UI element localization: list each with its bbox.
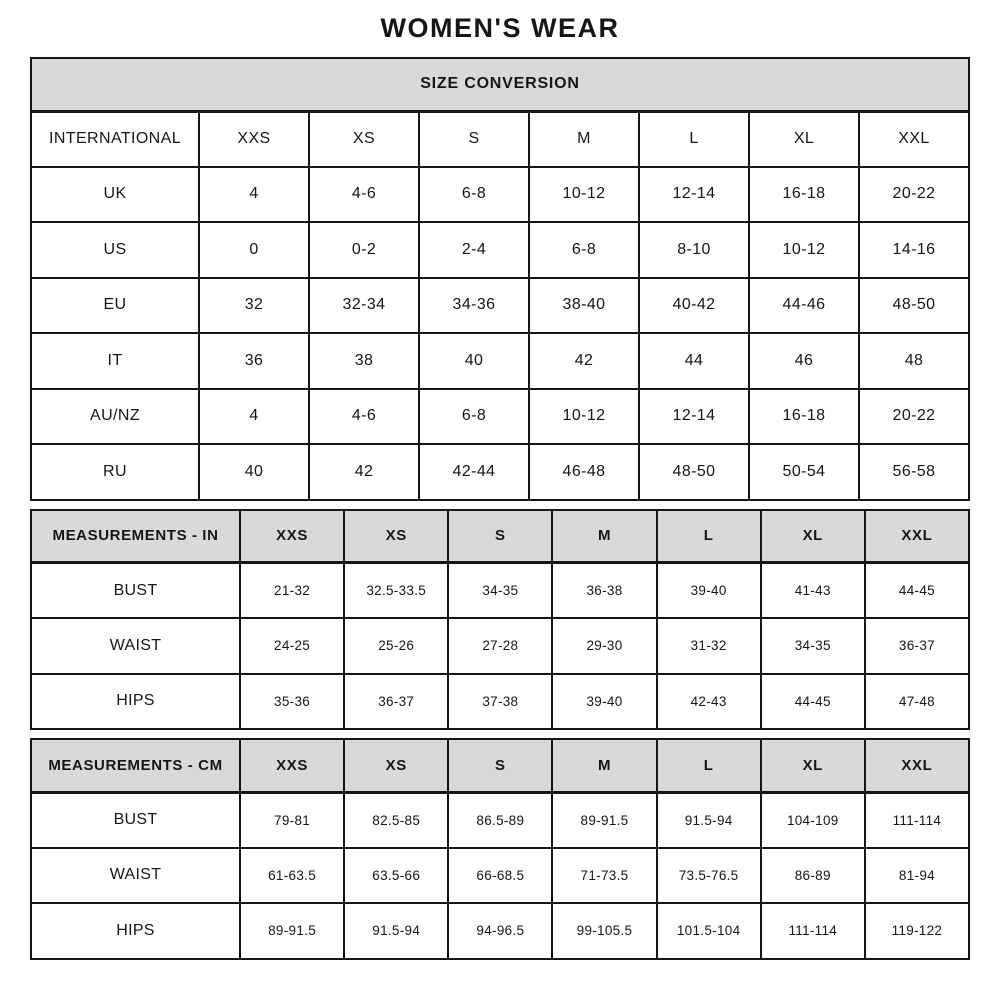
table-row-uk bbox=[31, 167, 969, 223]
cell: 46-48 bbox=[529, 444, 639, 500]
size-col-xxl: XXL bbox=[865, 739, 969, 792]
table-row-hips bbox=[31, 903, 969, 959]
row-label: BUST bbox=[31, 563, 240, 619]
cell: 36-38 bbox=[552, 563, 656, 619]
size-col-xxl: XXL bbox=[859, 111, 969, 167]
size-col-xxl: XXL bbox=[865, 510, 969, 563]
row-label: BUST bbox=[31, 792, 240, 848]
cell: 4 bbox=[199, 389, 309, 445]
cell: 31-32 bbox=[657, 618, 761, 674]
size-col-l: L bbox=[639, 111, 749, 167]
cell: 104-109 bbox=[761, 792, 865, 848]
table-row-hips bbox=[31, 674, 969, 730]
measurements-in-table bbox=[30, 509, 970, 731]
cell: 34-35 bbox=[761, 618, 865, 674]
table-row-ru bbox=[31, 444, 969, 500]
cell: 94-96.5 bbox=[448, 903, 552, 959]
cell: 20-22 bbox=[859, 167, 969, 223]
cell: 50-54 bbox=[749, 444, 859, 500]
cell: 89-91.5 bbox=[240, 903, 344, 959]
cell: 38 bbox=[309, 333, 419, 389]
cell: 46 bbox=[749, 333, 859, 389]
cell: 16-18 bbox=[749, 167, 859, 223]
cell: 61-63.5 bbox=[240, 848, 344, 904]
international-sizes-row bbox=[31, 111, 969, 167]
cell: 82.5-85 bbox=[344, 792, 448, 848]
table-row-bust bbox=[31, 563, 969, 619]
cell: 6-8 bbox=[419, 389, 529, 445]
cell: 14-16 bbox=[859, 222, 969, 278]
cell: 111-114 bbox=[761, 903, 865, 959]
cell: 111-114 bbox=[865, 792, 969, 848]
cell: 39-40 bbox=[552, 674, 656, 730]
row-label: AU/NZ bbox=[31, 389, 199, 445]
size-col-s: S bbox=[448, 739, 552, 792]
cell: 35-36 bbox=[240, 674, 344, 730]
cell: 42 bbox=[529, 333, 639, 389]
row-label: RU bbox=[31, 444, 199, 500]
cell: 25-26 bbox=[344, 618, 448, 674]
size-col-l: L bbox=[657, 739, 761, 792]
cell: 40 bbox=[419, 333, 529, 389]
cell: 34-35 bbox=[448, 563, 552, 619]
cell: 89-91.5 bbox=[552, 792, 656, 848]
size-col-xxs: XXS bbox=[240, 510, 344, 563]
cell: 36 bbox=[199, 333, 309, 389]
size-col-xl: XL bbox=[761, 510, 865, 563]
cell: 27-28 bbox=[448, 618, 552, 674]
cell: 6-8 bbox=[529, 222, 639, 278]
cell: 41-43 bbox=[761, 563, 865, 619]
page-title: WOMEN'S WEAR bbox=[380, 13, 620, 43]
cell: 81-94 bbox=[865, 848, 969, 904]
table-row-aunz bbox=[31, 389, 969, 445]
size-col-xxs: XXS bbox=[199, 111, 309, 167]
cell: 56-58 bbox=[859, 444, 969, 500]
cell: 12-14 bbox=[639, 389, 749, 445]
cell: 86.5-89 bbox=[448, 792, 552, 848]
cell: 42-44 bbox=[419, 444, 529, 500]
cell: 29-30 bbox=[552, 618, 656, 674]
cell: 21-32 bbox=[240, 563, 344, 619]
size-conversion-title: SIZE CONVERSION bbox=[31, 58, 969, 111]
cell: 2-4 bbox=[419, 222, 529, 278]
cell: 32.5-33.5 bbox=[344, 563, 448, 619]
cell: 48-50 bbox=[859, 278, 969, 334]
cell: 48-50 bbox=[639, 444, 749, 500]
cell: 40-42 bbox=[639, 278, 749, 334]
table-header-row bbox=[31, 739, 969, 792]
size-col-xxs: XXS bbox=[240, 739, 344, 792]
table-row-waist bbox=[31, 618, 969, 674]
cell: 4 bbox=[199, 167, 309, 223]
cell: 20-22 bbox=[859, 389, 969, 445]
size-col-xs: XS bbox=[309, 111, 419, 167]
cell: 16-18 bbox=[749, 389, 859, 445]
row-label: US bbox=[31, 222, 199, 278]
cell: 42 bbox=[309, 444, 419, 500]
cell: 4-6 bbox=[309, 389, 419, 445]
cell: 38-40 bbox=[529, 278, 639, 334]
size-col-s: S bbox=[419, 111, 529, 167]
size-col-m: M bbox=[552, 510, 656, 563]
row-label: HIPS bbox=[31, 903, 240, 959]
cell: 0 bbox=[199, 222, 309, 278]
cell: 10-12 bbox=[529, 389, 639, 445]
table-row-it bbox=[31, 333, 969, 389]
row-label: EU bbox=[31, 278, 199, 334]
cell: 99-105.5 bbox=[552, 903, 656, 959]
cell: 71-73.5 bbox=[552, 848, 656, 904]
cell: 44-45 bbox=[761, 674, 865, 730]
size-col-m: M bbox=[552, 739, 656, 792]
row-label: WAIST bbox=[31, 848, 240, 904]
cell: 37-38 bbox=[448, 674, 552, 730]
table-row-bust bbox=[31, 792, 969, 848]
table-header-row bbox=[31, 510, 969, 563]
row-label: WAIST bbox=[31, 618, 240, 674]
size-col-xl: XL bbox=[749, 111, 859, 167]
table-row-waist bbox=[31, 848, 969, 904]
cell: 8-10 bbox=[639, 222, 749, 278]
cell: 47-48 bbox=[865, 674, 969, 730]
cell: 63.5-66 bbox=[344, 848, 448, 904]
row-label: IT bbox=[31, 333, 199, 389]
cell: 48 bbox=[859, 333, 969, 389]
cell: 44-46 bbox=[749, 278, 859, 334]
cell: 101.5-104 bbox=[657, 903, 761, 959]
cell: 12-14 bbox=[639, 167, 749, 223]
cell: 73.5-76.5 bbox=[657, 848, 761, 904]
size-col-xl: XL bbox=[761, 739, 865, 792]
cell: 24-25 bbox=[240, 618, 344, 674]
cell: 66-68.5 bbox=[448, 848, 552, 904]
table-row-us bbox=[31, 222, 969, 278]
size-col-s: S bbox=[448, 510, 552, 563]
cell: 36-37 bbox=[865, 618, 969, 674]
cell: 32-34 bbox=[309, 278, 419, 334]
cell: 79-81 bbox=[240, 792, 344, 848]
cell: 91.5-94 bbox=[344, 903, 448, 959]
table-row-eu bbox=[31, 278, 969, 334]
cell: 40 bbox=[199, 444, 309, 500]
cell: 42-43 bbox=[657, 674, 761, 730]
size-col-m: M bbox=[529, 111, 639, 167]
measurements-cm-table bbox=[30, 738, 970, 960]
size-conversion-table bbox=[30, 57, 970, 501]
cell: 32 bbox=[199, 278, 309, 334]
cell: 36-37 bbox=[344, 674, 448, 730]
cell: 44 bbox=[639, 333, 749, 389]
cell: 0-2 bbox=[309, 222, 419, 278]
cell: 10-12 bbox=[749, 222, 859, 278]
cell: 44-45 bbox=[865, 563, 969, 619]
cell: 4-6 bbox=[309, 167, 419, 223]
cell: 86-89 bbox=[761, 848, 865, 904]
measurements-cm-title: MEASUREMENTS - CM bbox=[31, 739, 240, 792]
cell: 39-40 bbox=[657, 563, 761, 619]
row-label-international: INTERNATIONAL bbox=[31, 111, 199, 167]
cell: 6-8 bbox=[419, 167, 529, 223]
row-label: UK bbox=[31, 167, 199, 223]
size-col-l: L bbox=[657, 510, 761, 563]
size-col-xs: XS bbox=[344, 739, 448, 792]
cell: 119-122 bbox=[865, 903, 969, 959]
cell: 91.5-94 bbox=[657, 792, 761, 848]
cell: 10-12 bbox=[529, 167, 639, 223]
size-col-xs: XS bbox=[344, 510, 448, 563]
cell: 34-36 bbox=[419, 278, 529, 334]
measurements-in-title: MEASUREMENTS - IN bbox=[31, 510, 240, 563]
table-header-row bbox=[31, 58, 969, 111]
row-label: HIPS bbox=[31, 674, 240, 730]
